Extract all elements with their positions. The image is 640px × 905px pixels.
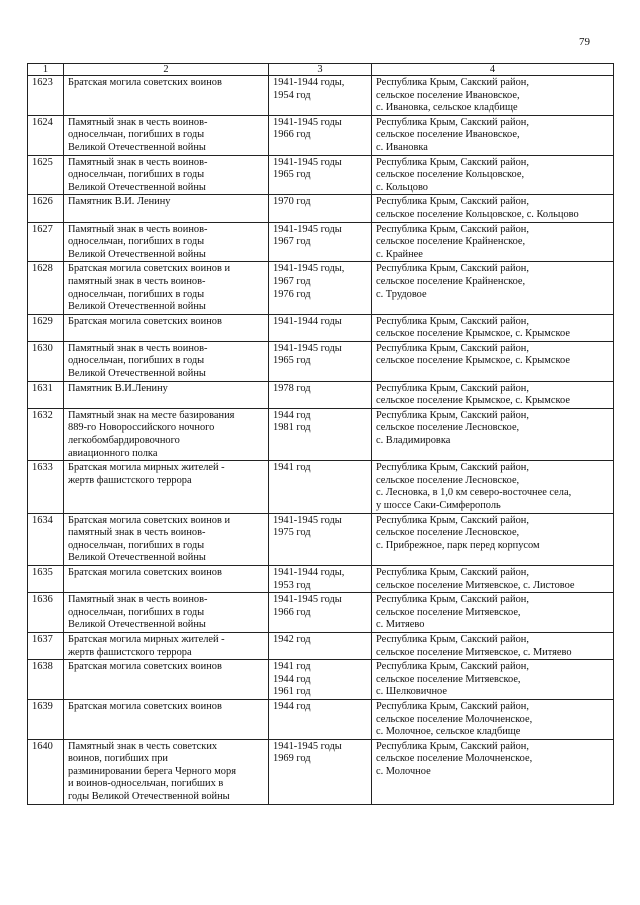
- monument-name-line: Братская могила советских воинов: [68, 315, 222, 327]
- monument-years: [269, 660, 372, 700]
- monument-name-line: Великой Отечественной войны: [68, 619, 206, 631]
- entry-number: 1638: [28, 660, 64, 700]
- monument-years: [269, 262, 372, 314]
- monument-name-line: односельчан, погибших в годы: [68, 606, 205, 618]
- monument-name-line: и воинов-односельчан, погибших в: [68, 778, 224, 790]
- monument-name-line: Памятный знак в честь воинов-: [68, 116, 208, 128]
- monument-location-line: Республика Крым, Сакский район,: [376, 315, 529, 327]
- table-row: [28, 222, 614, 262]
- monument-name: [64, 155, 269, 195]
- monument-location-line: с. Молочное, сельское кладбище: [376, 726, 521, 738]
- monument-name-line: воинов, погибших при: [68, 753, 168, 765]
- monument-name: [64, 115, 269, 155]
- monument-years-line: 1941-1945 годы: [273, 223, 342, 235]
- monument-location-line: сельское поселение Крайненское,: [376, 275, 526, 287]
- monument-years-line: 1941-1945 годы: [273, 594, 342, 606]
- entry-number: 1628: [28, 262, 64, 314]
- monument-name-line: Великой Отечественной войны: [68, 552, 206, 564]
- table-row: [28, 408, 614, 460]
- monument-years-line: 1965 год: [273, 169, 311, 181]
- monument-location-line: сельское поселение Крымское, с. Крымское: [376, 395, 570, 407]
- monument-location-line: сельское поселение Крайненское,: [376, 236, 526, 248]
- monument-location-line: сельское поселение Ивановское,: [376, 129, 520, 141]
- monument-location-line: у шоссе Саки-Симферополь: [376, 500, 501, 511]
- monument-name-line: Братская могила советских воинов: [68, 661, 222, 673]
- table-row: [28, 513, 614, 565]
- monument-location-line: Республика Крым, Сакский район,: [376, 594, 529, 606]
- monument-location: [372, 565, 614, 592]
- monument-name-line: Памятный знак на месте базирования: [68, 409, 235, 421]
- monument-name-line: Братская могила советских воинов: [68, 700, 222, 712]
- entry-number: 1624: [28, 115, 64, 155]
- monument-years-line: 1941-1945 годы: [273, 740, 342, 752]
- monument-location: [372, 195, 614, 222]
- monument-name-line: односельчан, погибших в годы: [68, 169, 205, 181]
- entry-number: 1626: [28, 195, 64, 222]
- table-row: [28, 115, 614, 155]
- monument-name-line: Великой Отечественной войны: [68, 248, 206, 260]
- entry-number: 1623: [28, 76, 64, 116]
- monument-years: [269, 341, 372, 381]
- monument-years: [269, 632, 372, 659]
- table-row: [28, 632, 614, 659]
- table-row: [28, 461, 614, 513]
- monument-years: [269, 408, 372, 460]
- monument-name: [64, 341, 269, 381]
- monument-location-line: с. Владимировка: [376, 435, 451, 447]
- entry-number: 1625: [28, 155, 64, 195]
- monument-name: [64, 195, 269, 222]
- monument-location-line: сельское поселение Лесновское,: [376, 474, 520, 486]
- monument-name-line: памятный знак в честь воинов-: [68, 275, 206, 287]
- monument-name-line: Братская могила советских воинов: [68, 77, 222, 88]
- monument-years-line: 1954 год: [273, 89, 311, 101]
- monument-name-line: Великой Отечественной войны: [68, 368, 206, 380]
- monument-name-line: жертв фашистского террора: [68, 646, 192, 658]
- monument-years: [269, 76, 372, 116]
- monument-name-line: легкобомбардировочного: [68, 435, 180, 447]
- monument-name: [64, 565, 269, 592]
- table-row: [28, 314, 614, 341]
- monument-location-line: сельское поселение Крымское, с. Крымское: [376, 355, 570, 367]
- monument-name: [64, 660, 269, 700]
- monument-location: [372, 408, 614, 460]
- entry-number: 1637: [28, 632, 64, 659]
- monument-years-line: 1969 год: [273, 753, 311, 765]
- entry-number: 1640: [28, 739, 64, 804]
- monument-location-line: с. Ивановка, сельское кладбище: [376, 102, 518, 114]
- monument-years-line: 1966 год: [273, 606, 311, 618]
- monument-name-line: памятный знак в честь воинов-: [68, 527, 206, 539]
- monument-years-line: 1981 год: [273, 422, 311, 434]
- monument-location-line: Республика Крым, Сакский район,: [376, 700, 529, 712]
- table-row: [28, 195, 614, 222]
- monument-name-line: Великой Отечественной войны: [68, 301, 206, 313]
- monument-years: [269, 565, 372, 592]
- monument-years-line: 1941-1945 годы: [273, 342, 342, 354]
- table-row: [28, 381, 614, 408]
- monument-years-line: 1975 год: [273, 527, 311, 539]
- monument-location-line: Республика Крым, Сакский район,: [376, 116, 529, 128]
- monument-name-line: Братская могила мирных жителей -: [68, 462, 225, 474]
- monument-name-line: Братская могила советских воинов и: [68, 263, 231, 275]
- monument-name: [64, 381, 269, 408]
- monument-name-line: Памятный знак в честь воинов-: [68, 223, 208, 235]
- monument-location: [372, 341, 614, 381]
- table-row: [28, 660, 614, 700]
- monument-years: [269, 381, 372, 408]
- monument-name-line: Памятник В.И.Ленину: [68, 382, 168, 394]
- monument-location: [372, 155, 614, 195]
- monument-location-line: Республика Крым, Сакский район,: [376, 263, 529, 275]
- table-row: [28, 341, 614, 381]
- monument-years: [269, 461, 372, 513]
- monument-location: [372, 381, 614, 408]
- monument-years-line: 1966 год: [273, 129, 311, 141]
- monument-years-line: 1941-1945 годы: [273, 156, 342, 168]
- monument-location-line: с. Ивановка: [376, 141, 428, 153]
- monument-name: [64, 461, 269, 513]
- monument-years: [269, 593, 372, 633]
- monument-years-line: 1976 год: [273, 288, 311, 300]
- monument-years: [269, 314, 372, 341]
- monument-name-line: Великой Отечественной войны: [68, 181, 206, 193]
- monument-location: [372, 115, 614, 155]
- monument-location-line: Республика Крым, Сакский район,: [376, 409, 529, 421]
- monument-name: [64, 513, 269, 565]
- monument-years-line: 1941 год: [273, 462, 311, 474]
- monument-location-line: сельское поселение Ивановское,: [376, 89, 520, 101]
- entry-number: 1630: [28, 341, 64, 381]
- monument-name-line: годы Великой Отечественной войны: [68, 791, 230, 803]
- monument-location-line: сельское поселение Кольцовское, с. Кольцово: [376, 208, 579, 220]
- header-col-2: 2: [64, 64, 269, 76]
- monument-name: [64, 593, 269, 633]
- monument-location: [372, 593, 614, 633]
- monument-location-line: сельское поселение Лесновское,: [376, 422, 520, 434]
- monument-location-line: сельское поселение Крымское, с. Крымское: [376, 328, 570, 340]
- entry-number: 1639: [28, 699, 64, 739]
- monument-years: [269, 699, 372, 739]
- monument-location: [372, 222, 614, 262]
- monument-years-line: 1941-1944 годы,: [273, 77, 345, 88]
- monument-name-line: жертв фашистского террора: [68, 474, 192, 486]
- monument-location: [372, 632, 614, 659]
- table-row: [28, 76, 614, 116]
- monument-location-line: с. Крайнее: [376, 248, 423, 260]
- monument-location: [372, 314, 614, 341]
- monument-years-line: 1941-1945 годы: [273, 116, 342, 128]
- monument-years-line: 1941 год: [273, 661, 311, 673]
- monument-name-line: односельчан, погибших в годы: [68, 236, 205, 248]
- monument-years: [269, 222, 372, 262]
- monument-years-line: 1944 год: [273, 409, 311, 421]
- monument-location-line: Республика Крым, Сакский район,: [376, 661, 529, 673]
- monument-name: [64, 314, 269, 341]
- table-body: [28, 76, 614, 805]
- monument-years-line: 1953 год: [273, 579, 311, 591]
- monument-location-line: Республика Крым, Сакский район,: [376, 566, 529, 578]
- monument-location-line: сельское поселение Кольцовское,: [376, 169, 525, 181]
- monument-years-line: 1944 год: [273, 673, 311, 685]
- monument-name-line: односельчан, погибших в годы: [68, 355, 205, 367]
- monument-location-line: Республика Крым, Сакский район,: [376, 342, 529, 354]
- monument-location: [372, 461, 614, 513]
- entry-number: 1627: [28, 222, 64, 262]
- header-col-3: 3: [269, 64, 372, 76]
- monument-name-line: односельчан, погибших в годы: [68, 539, 205, 551]
- monument-location-line: сельское поселение Молочненское,: [376, 713, 533, 725]
- monument-location: [372, 739, 614, 804]
- monument-location-line: с. Лесновка, в 1,0 км северо-восточнее села,: [376, 487, 572, 499]
- entry-number: 1634: [28, 513, 64, 565]
- monument-name: [64, 632, 269, 659]
- monument-name-line: Братская могила советских воинов и: [68, 514, 231, 526]
- table-row: [28, 262, 614, 314]
- monument-location: [372, 660, 614, 700]
- monument-location: [372, 262, 614, 314]
- monument-location-line: с. Трудовое: [376, 288, 427, 300]
- monument-name: [64, 699, 269, 739]
- monument-name-line: Памятный знак в честь воинов-: [68, 594, 208, 606]
- monument-years-line: 1941-1944 годы,: [273, 566, 345, 578]
- monument-name: [64, 262, 269, 314]
- monument-years-line: 1967 год: [273, 236, 311, 248]
- monument-name-line: авиационного полка: [68, 447, 158, 459]
- monument-name-line: Памятный знак в честь советских: [68, 740, 218, 752]
- monument-years-line: 1944 год: [273, 700, 311, 712]
- monument-location-line: Республика Крым, Сакский район,: [376, 462, 529, 474]
- entry-number: 1629: [28, 314, 64, 341]
- monument-name-line: Памятник В.И. Ленину: [68, 196, 171, 208]
- table-row: [28, 565, 614, 592]
- monument-years-line: 1961 год: [273, 686, 311, 698]
- monument-location: [372, 76, 614, 116]
- monument-location-line: с. Шелковичное: [376, 686, 447, 698]
- monument-name-line: Великой Отечественной войны: [68, 141, 206, 153]
- monument-location-line: Республика Крым, Сакский район,: [376, 77, 529, 88]
- monument-years-line: 1967 год: [273, 275, 311, 287]
- monument-name-line: Братская могила мирных жителей -: [68, 633, 225, 645]
- monument-location-line: с. Прибрежное, парк перед корпусом: [376, 539, 540, 551]
- monument-years-line: 1942 год: [273, 633, 311, 645]
- monument-name: [64, 408, 269, 460]
- table-row: [28, 739, 614, 804]
- table-header-row: [28, 64, 614, 76]
- monument-name: [64, 222, 269, 262]
- monument-years: [269, 115, 372, 155]
- header-col-4: 4: [372, 64, 614, 76]
- monuments-table: [27, 63, 614, 805]
- monument-location-line: сельское поселение Митяевское, с. Листовое: [376, 579, 575, 591]
- monument-name-line: разминировании берега Черного моря: [68, 765, 236, 777]
- table-row: [28, 155, 614, 195]
- monument-name-line: 889-го Новороссийского ночного: [68, 422, 215, 434]
- monument-years: [269, 739, 372, 804]
- monument-location-line: Республика Крым, Сакский район,: [376, 514, 529, 526]
- monument-location-line: с. Митяево: [376, 619, 425, 631]
- monument-location: [372, 699, 614, 739]
- monument-name-line: Братская могила советских воинов: [68, 566, 222, 578]
- table-row: [28, 699, 614, 739]
- monument-location-line: Республика Крым, Сакский район,: [376, 382, 529, 394]
- monument-name: [64, 739, 269, 804]
- header-col-1: 1: [28, 64, 64, 76]
- monument-name: [64, 76, 269, 116]
- monument-location: [372, 513, 614, 565]
- entry-number: 1636: [28, 593, 64, 633]
- monument-years-line: 1941-1945 годы,: [273, 263, 345, 275]
- monument-location-line: с. Кольцово: [376, 181, 428, 193]
- entry-number: 1635: [28, 565, 64, 592]
- monument-location-line: сельское поселение Митяевское,: [376, 606, 521, 618]
- monument-name-line: Памятный знак в честь воинов-: [68, 156, 208, 168]
- page-number: 79: [579, 36, 590, 48]
- monument-location-line: Республика Крым, Сакский район,: [376, 223, 529, 235]
- monument-years: [269, 195, 372, 222]
- entry-number: 1632: [28, 408, 64, 460]
- monument-years-line: 1970 год: [273, 196, 311, 208]
- monument-location-line: сельское поселение Лесновское,: [376, 527, 520, 539]
- entry-number: 1633: [28, 461, 64, 513]
- monument-location-line: с. Молочное: [376, 765, 431, 777]
- monument-years-line: 1978 год: [273, 382, 311, 394]
- monument-location-line: сельское поселение Митяевское, с. Митяево: [376, 646, 572, 658]
- monument-location-line: Республика Крым, Сакский район,: [376, 156, 529, 168]
- monument-location-line: сельское поселение Митяевское,: [376, 673, 521, 685]
- monument-location-line: Республика Крым, Сакский район,: [376, 740, 529, 752]
- monument-name-line: Памятный знак в честь воинов-: [68, 342, 208, 354]
- monument-years-line: 1941-1944 годы: [273, 315, 342, 327]
- monument-years-line: 1965 год: [273, 355, 311, 367]
- monument-name-line: односельчан, погибших в годы: [68, 288, 205, 300]
- monument-years: [269, 513, 372, 565]
- monument-years-line: 1941-1945 годы: [273, 514, 342, 526]
- monument-location-line: сельское поселение Молочненское,: [376, 753, 533, 765]
- entry-number: 1631: [28, 381, 64, 408]
- monument-location-line: Республика Крым, Сакский район,: [376, 633, 529, 645]
- table-row: [28, 593, 614, 633]
- monument-name-line: односельчан, погибших в годы: [68, 129, 205, 141]
- monument-location-line: Республика Крым, Сакский район,: [376, 196, 529, 208]
- monument-years: [269, 155, 372, 195]
